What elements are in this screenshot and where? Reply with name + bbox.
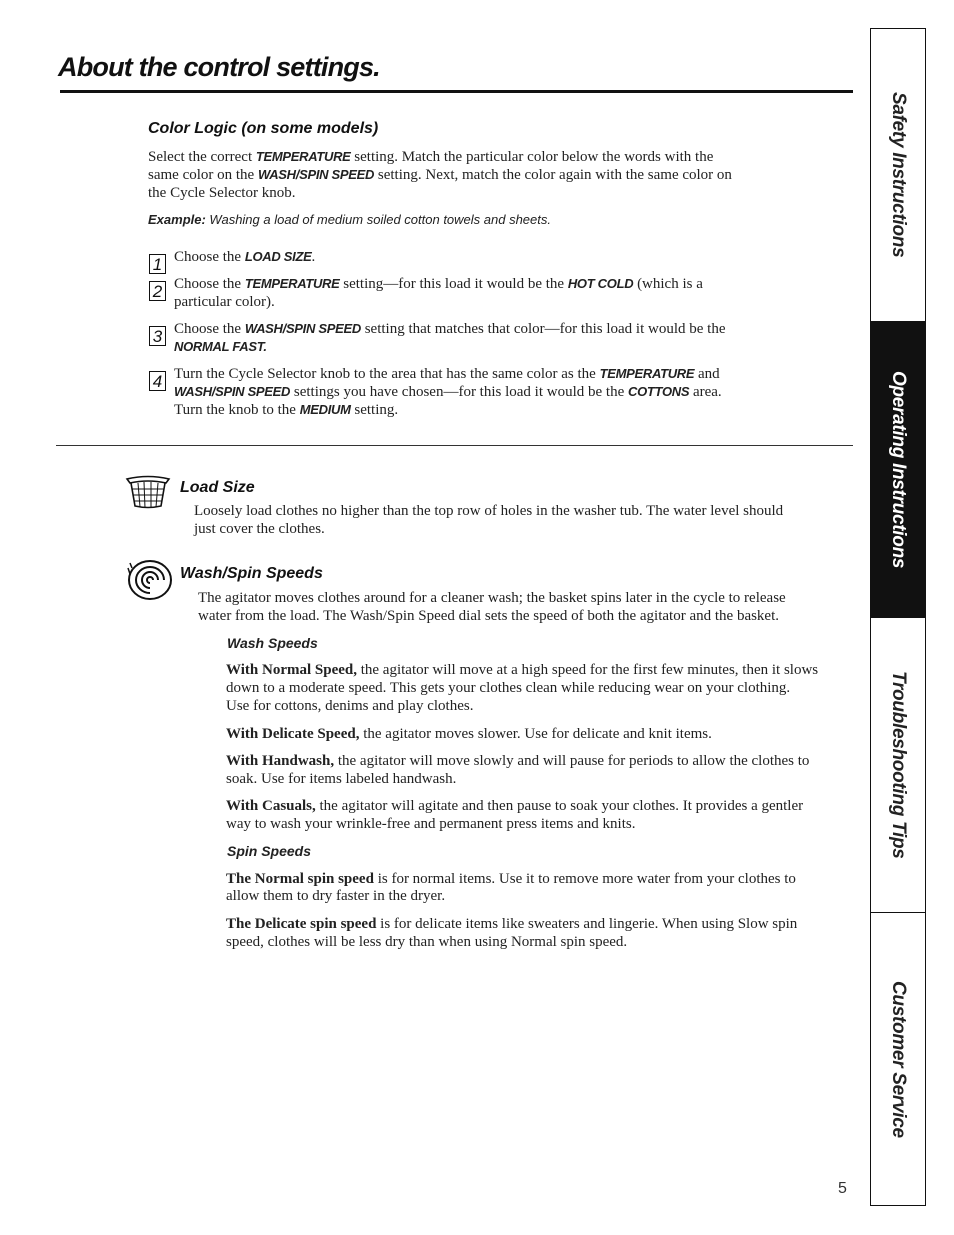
casuals-line-2: way to wash your wrinkle-free and permanent press items and knits.: [226, 816, 636, 832]
normal-spin-label: The Normal spin speed: [226, 871, 374, 887]
page-number: 5: [838, 1180, 847, 1197]
normal-speed-line-2: down to a moderate speed. This gets your clothes clean while reducing wear on your clothing.: [226, 680, 791, 696]
text-run: Turn the knob to the: [174, 402, 300, 418]
color-logic-heading: Color Logic (on some models): [148, 120, 379, 137]
delicate-spin-text: is for delicate items like sweaters and lingerie. When using Slow spin: [376, 916, 798, 932]
normal-spin-line-2: allow them to dry faster in the dryer.: [226, 888, 446, 904]
tab-customer-service[interactable]: [871, 913, 925, 1205]
spiral-icon: [126, 558, 174, 607]
keyword: NORMAL FAST.: [174, 339, 267, 354]
section-sidebar: [870, 28, 926, 1206]
example-label: Example:: [148, 212, 206, 227]
delicate-speed-label: With Delicate Speed,: [226, 726, 360, 742]
text-run: setting. Next, match the color again with the same color on: [374, 167, 732, 183]
tab-safety-instructions[interactable]: [871, 29, 925, 321]
keyword: COTTONS: [628, 384, 690, 399]
keyword: WASH/SPIN SPEED: [257, 167, 375, 182]
text-run: the Cycle Selector knob.: [148, 185, 296, 201]
text-run: Turn the Cycle Selector knob to the area that has the same color as the: [174, 366, 600, 382]
casuals-label: With Casuals,: [226, 798, 316, 814]
load-size-line-2: just cover the clothes.: [194, 521, 325, 537]
text-run: particular color).: [174, 294, 275, 310]
normal-speed-line-1: [226, 661, 818, 679]
delicate-spin-line-1: [226, 915, 797, 933]
text-run: Select the correct: [148, 149, 256, 165]
keyword: HOT COLD: [567, 276, 634, 291]
tab-label: Customer Service: [888, 980, 909, 1138]
keyword: LOAD SIZE: [244, 249, 312, 264]
load-size-line-1: Loosely load clothes no higher than the top row of holes in the washer tub. The water level should: [194, 503, 784, 519]
tab-label: Troubleshooting Tips: [888, 671, 909, 859]
keyword: WASH/SPIN SPEED: [244, 321, 361, 336]
laundry-basket-icon: [124, 474, 172, 515]
normal-speed-line-3: Use for cottons, denims and play clothes.: [226, 698, 474, 714]
delicate-speed-text: the agitator moves slower. Use for delicate and knit items.: [359, 726, 712, 742]
normal-spin-line-1: [226, 870, 796, 888]
delicate-spin-label: The Delicate spin speed: [226, 916, 377, 932]
text-run: setting that matches that color—for this load it would be the: [360, 321, 726, 337]
spin-speeds-heading: Spin Speeds: [227, 843, 312, 859]
section-divider: [56, 445, 853, 446]
step-number-3: 3: [149, 326, 166, 346]
step-2-text: [174, 275, 703, 311]
text-run: Choose the: [174, 276, 245, 292]
tab-label: Safety Instructions: [888, 92, 909, 258]
keyword: WASH/SPIN SPEED: [174, 384, 291, 399]
handwash-label: With Handwash,: [226, 753, 335, 769]
tab-label: Operating Instructions: [888, 370, 909, 569]
handwash-line-1: [226, 752, 809, 770]
text-run: settings you have chosen—for this load it would be the: [290, 384, 628, 400]
normal-speed-text: the agitator will move at a high speed for the first few minutes, then it slows: [356, 662, 819, 678]
handwash-line-2: soak. Use for items labeled handwash.: [226, 771, 457, 787]
text-run: Choose the: [174, 249, 245, 265]
step-number-1: 1: [149, 254, 166, 274]
step-number-4: 4: [149, 371, 166, 391]
keyword: TEMPERATURE: [244, 276, 340, 291]
casuals-text: the agitator will agitate and then pause to soak your clothes. It provides a gentler: [315, 798, 804, 814]
text-run: setting. Match the particular color below the words with the: [350, 149, 714, 165]
handwash-text: the agitator will move slowly and will pause for periods to allow the clothes to: [334, 753, 810, 769]
load-size-heading: Load Size: [180, 479, 255, 496]
delicate-spin-line-2: speed, clothes will be less dry than when using Normal spin speed.: [226, 934, 628, 950]
step-number-2: 2: [149, 281, 166, 301]
text-run: .: [311, 249, 316, 265]
text-run: same color on the: [148, 167, 258, 183]
tab-operating-instructions[interactable]: [871, 321, 925, 618]
text-run: setting.: [350, 402, 399, 418]
color-logic-intro: [148, 148, 788, 202]
step-4-text: [174, 365, 722, 419]
keyword: TEMPERATURE: [599, 366, 695, 381]
step-1-text: [174, 248, 315, 266]
example-line: [148, 212, 551, 227]
page-title: About the control settings.: [58, 52, 380, 82]
keyword: TEMPERATURE: [255, 149, 351, 164]
step-3-text: [174, 320, 725, 356]
wash-spin-heading: Wash/Spin Speeds: [180, 565, 323, 582]
wash-spin-line-1: The agitator moves clothes around for a cleaner wash; the basket spins later in the cycle to release: [198, 590, 786, 606]
text-run: setting—for this load it would be the: [339, 276, 568, 292]
delicate-speed-line-1: [226, 725, 712, 743]
title-rule: [60, 90, 853, 93]
text-run: area.: [689, 384, 722, 400]
keyword: MEDIUM: [299, 402, 351, 417]
example-text: Washing a load of medium soiled cotton towels and sheets.: [205, 212, 551, 227]
wash-spin-line-2: water from the load. The Wash/Spin Speed dial sets the speed of both the agitator and the basket.: [198, 608, 780, 624]
normal-spin-text: is for normal items. Use it to remove more water from your clothes to: [373, 871, 796, 887]
text-run: (which is a: [633, 276, 703, 292]
text-run: and: [694, 366, 720, 382]
text-run: Choose the: [174, 321, 245, 337]
normal-speed-label: With Normal Speed,: [226, 662, 357, 678]
wash-speeds-heading: Wash Speeds: [227, 635, 318, 651]
tab-troubleshooting-tips[interactable]: [871, 618, 925, 912]
casuals-line-1: [226, 797, 803, 815]
